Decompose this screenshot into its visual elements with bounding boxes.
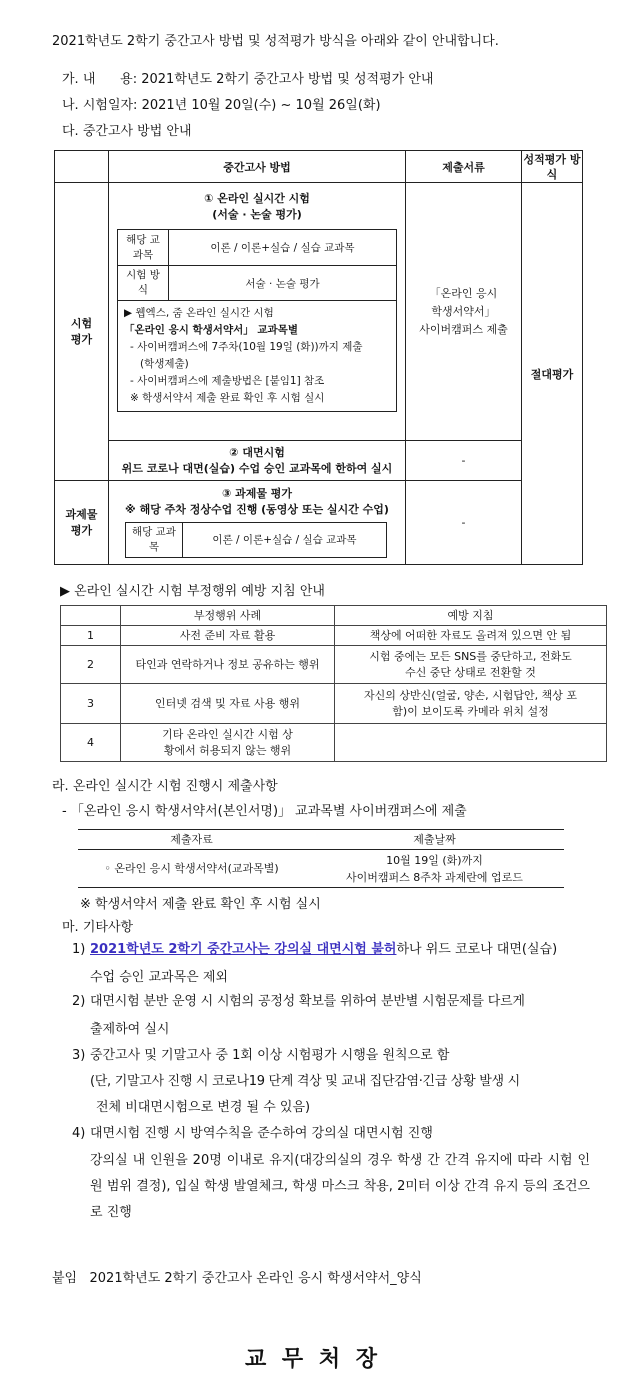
attachment-line: 붙임 2021학년도 2학기 중간고사 온라인 응시 학생서약서_양식 — [52, 1271, 422, 1286]
other-item1-rest: 하나 위드 코로나 대면(실습) — [396, 942, 558, 957]
cheat-no-2: 2 — [61, 646, 121, 684]
online-notes — [118, 301, 397, 412]
online-docs-2: 학생서약서」 — [431, 304, 496, 318]
cheat-rule-4 — [335, 724, 607, 762]
header-blank — [55, 151, 109, 183]
cheat-no-4: 4 — [61, 724, 121, 762]
cheat-case-1: 사전 준비 자료 활용 — [121, 626, 335, 646]
online-docs-1: 「온라인 응시 — [429, 286, 498, 300]
cheating-title: ▶ 온라인 실시간 시험 부정행위 예방 지침 안내 — [60, 584, 325, 599]
item-na: 나. 시험일자: 2021년 10월 20일(수) ~ 10월 26일(화) — [62, 98, 381, 113]
other-item4-detail: 강의실 내 인원을 20명 이내로 유지(대강의실의 경우 학생 간 간격 유지에 따라 시험 인원 범위 결정), 입실 학생 발열체크, 학생 마스크 착용, 2미터 이상 간격 유지 등의 조건으로 진행 — [90, 1153, 590, 1220]
f2f-title: ② 대면시험 — [229, 445, 285, 459]
signature: 교 무 처 장 — [245, 1347, 381, 1372]
online-docs-cell — [406, 183, 522, 441]
assign-docs: - — [406, 481, 522, 565]
sub-doc: ◦ 온라인 응시 학생서약서(교과목별) — [104, 862, 279, 875]
assign-cell — [109, 481, 406, 565]
online-title: ① 온라인 실시간 시험 — [204, 192, 310, 205]
online-exam-cell — [109, 183, 406, 441]
in-person-exam-banned-link[interactable]: 2021학년도 2학기 중간고사는 강의실 대면시험 불허 — [90, 942, 397, 957]
note-6: ※ 학생서약서 제출 완료 확인 후 시험 실시 — [130, 392, 325, 404]
f2f-cell — [109, 441, 406, 481]
submission-title: 라. 온라인 실시간 시험 진행시 제출사항 — [52, 779, 278, 794]
cheat-rule-3: 자신의 상반신(얼굴, 양손, 시험답안, 책상 포함)이 보이도록 카메라 위치 설정 — [335, 684, 607, 724]
sub-date-cell — [305, 850, 564, 888]
f2f-desc: 위드 코로나 대면(실습) 수업 승인 교과목에 한하여 실시 — [121, 461, 393, 475]
other-item2: 대면시험 분반 운영 시 시험의 공정성 확보를 위하여 분반별 시험문제를 다르게 — [90, 994, 525, 1009]
cheat-no-3: 3 — [61, 684, 121, 724]
sub-header-date: 제출날짜 — [413, 833, 456, 846]
assign-desc: ※ 해당 주차 정상수업 진행 (동영상 또는 실시간 수업) — [125, 502, 389, 516]
item-ga: 가. 내 용: 2021학년도 2학기 중간고사 방법 및 성적평가 안내 — [62, 72, 434, 87]
sub-header-doc: 제출자료 — [170, 833, 213, 846]
cheat-case-3: 인터넷 검색 및 자료 사용 행위 — [121, 684, 335, 724]
header-docs: 제출서류 — [406, 151, 522, 183]
other-item2-cont: 출제하여 실시 — [90, 1022, 170, 1037]
intro-text: 2021학년도 2학기 중간고사 방법 및 성적평가 방식을 아래와 같이 안내합니다. — [52, 34, 499, 49]
cheat-header-case: 부정행위 사례 — [121, 606, 335, 626]
subject-value: 이론 / 이론+실습 / 실습 교과목 — [169, 230, 397, 266]
note-1: ▶ 웹엑스, 줌 온라인 실시간 시험 — [124, 307, 274, 319]
other-num-4: 4) — [72, 1126, 86, 1141]
cheat-case-2: 타인과 연락하거나 정보 공유하는 행위 — [121, 646, 335, 684]
note-3: - 사이버캠퍼스에 7주차(10월 19일 (화))까지 제출 — [130, 341, 363, 353]
other-item1-cont: 수업 승인 교과목은 제외 — [90, 970, 228, 985]
exam-method-table — [54, 150, 583, 565]
cheat-header-rule: 예방 지침 — [335, 606, 607, 626]
note-2: 「온라인 응시 학생서약서」 교과목별 — [124, 324, 298, 336]
header-method: 중간고사 방법 — [109, 151, 406, 183]
cheat-rule-2: 시험 중에는 모든 SNS를 중단하고, 전화도 수신 중단 상태로 전환할 것 — [335, 646, 607, 684]
submission-desc: - 「온라인 응시 학생서약서(본인서명)」 교과목별 사이버캠퍼스에 제출 — [62, 804, 467, 819]
cheat-no-1: 1 — [61, 626, 121, 646]
other-num-3: 3) — [72, 1048, 86, 1063]
subject-label: 해당 교과목 — [118, 230, 169, 266]
cheating-table — [60, 605, 607, 762]
cheat-rule-1: 책상에 어떠한 자료도 올려져 있으면 안 됨 — [335, 626, 607, 646]
other-item3-note: (단, 기말고사 진행 시 코로나19 단계 격상 및 교내 집단감염·긴급 상황 발생 시 — [90, 1074, 520, 1089]
row-label-exam: 시험 평가 — [55, 183, 109, 481]
assign-title: ③ 과제물 평가 — [221, 486, 293, 500]
header-grading: 성적평가 방식 — [522, 151, 583, 183]
row-label-assign: 과제물 평가 — [55, 481, 109, 565]
item-da: 다. 중간고사 방법 안내 — [62, 124, 192, 139]
other-item3-note2: 전체 비대면시험으로 변경 될 수 있음) — [96, 1100, 311, 1115]
other-item3: 중간고사 및 기말고사 중 1회 이상 시험평가 시행을 원칙으로 함 — [90, 1048, 450, 1063]
online-detail-table — [117, 229, 397, 412]
assign-subject-value: 이론 / 이론+실습 / 실습 교과목 — [183, 522, 387, 557]
note-4: (학생제출) — [140, 358, 189, 370]
other-num-2: 2) — [72, 994, 86, 1009]
submission-note: ※ 학생서약서 제출 완료 확인 후 시험 실시 — [80, 897, 321, 912]
cheat-header-no — [61, 606, 121, 626]
method-label: 시험 방식 — [118, 266, 169, 301]
f2f-docs: - — [406, 441, 522, 481]
other-title: 마. 기타사항 — [62, 920, 134, 935]
other-num-1: 1) — [72, 942, 86, 957]
sub-date-2: 사이버캠퍼스 8주차 과제란에 업로드 — [346, 870, 523, 884]
assign-subject-label: 해당 교과목 — [126, 522, 183, 557]
other-item4: 대면시험 진행 시 방역수칙을 준수하여 강의실 대면시험 진행 — [90, 1126, 433, 1141]
online-docs-3: 사이버캠퍼스 제출 — [419, 322, 508, 336]
online-subtitle: (서술 · 논술 평가) — [212, 208, 302, 221]
cheat-case-4: 기타 온라인 실시간 시험 상황에서 허용되지 않는 행위 — [121, 724, 335, 762]
method-value: 서술 · 논술 평가 — [169, 266, 397, 301]
sub-date: 10월 19일 (화)까지 — [386, 853, 483, 867]
assign-detail-table — [125, 522, 387, 558]
grading-cell: 절대평가 — [522, 183, 583, 565]
submission-table — [78, 829, 564, 888]
note-5: - 사이버캠퍼스에 제출방법은 [붙임1] 참조 — [130, 375, 325, 387]
